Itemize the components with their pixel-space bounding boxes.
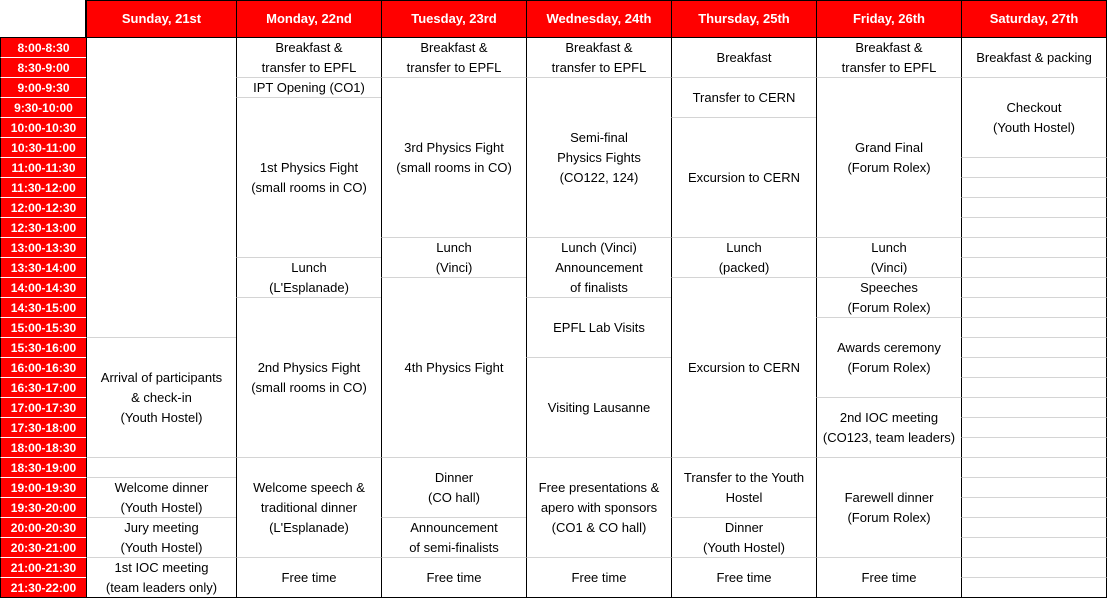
event-line: of semi-finalists: [409, 539, 499, 555]
table-corner: [0, 0, 86, 38]
empty-cell: [961, 418, 1107, 438]
day-header: Monday, 22nd: [236, 0, 382, 38]
event-cell: [86, 558, 237, 598]
event-text: [557, 128, 641, 188]
event-cell: [671, 278, 817, 458]
event-line: Welcome speech &: [253, 479, 365, 495]
event-line: Visiting Lausanne: [547, 399, 651, 415]
event-cell: [526, 78, 672, 238]
event-text: [842, 38, 937, 78]
event-line: IPT Opening (CO1): [253, 79, 365, 95]
event-cell: [236, 38, 382, 78]
time-slot: 16:00-16:30: [0, 358, 87, 378]
event-cell: [236, 298, 382, 458]
empty-cell: [961, 538, 1107, 558]
event-text: [253, 78, 365, 98]
event-text: [262, 38, 357, 78]
empty-cell: [961, 378, 1107, 398]
event-line: Lunch: [726, 239, 762, 255]
event-line: (Forum Rolex): [847, 299, 931, 315]
empty-cell: [961, 338, 1107, 358]
event-cell: [816, 238, 962, 278]
empty-cell: [961, 438, 1107, 458]
day-header: Thursday, 25th: [671, 0, 817, 38]
event-line: transfer to EPFL: [406, 59, 502, 75]
event-text: [269, 258, 349, 298]
event-cell: [526, 298, 672, 358]
event-line: Lunch (Vinci): [561, 239, 637, 255]
event-text: [823, 408, 955, 448]
event-cell: [526, 358, 672, 458]
event-line: Announcement: [410, 519, 498, 535]
time-slot: 14:30-15:00: [0, 298, 87, 318]
empty-cell: [961, 458, 1107, 478]
event-line: transfer to EPFL: [261, 59, 357, 75]
event-line: Free time: [426, 569, 482, 585]
event-cell: [671, 118, 817, 238]
event-line: Hostel: [725, 489, 763, 505]
event-cell: [816, 318, 962, 398]
event-line: Dinner: [724, 519, 764, 535]
event-cell: [381, 558, 527, 598]
event-line: 1st Physics Fight: [259, 159, 359, 175]
event-line: Lunch: [436, 239, 472, 255]
event-line: (CO123, team leaders): [822, 429, 956, 445]
event-line: traditional dinner: [260, 499, 358, 515]
event-line: EPFL Lab Visits: [553, 319, 645, 335]
event-text: [253, 478, 365, 538]
event-text: [684, 468, 804, 508]
event-cell: [816, 38, 962, 78]
event-text: [251, 358, 367, 398]
event-cell: [961, 78, 1107, 158]
event-line: (small rooms in CO): [251, 179, 367, 195]
event-text: [847, 138, 930, 178]
event-line: (Youth Hostel): [120, 409, 203, 425]
day-header: Tuesday, 23rd: [381, 0, 527, 38]
empty-cell: [961, 498, 1107, 518]
empty-cell: [961, 238, 1107, 258]
event-text: [871, 238, 908, 278]
time-slot: 17:30-18:00: [0, 418, 87, 438]
event-text: [539, 478, 660, 538]
event-text: [717, 48, 772, 68]
event-line: Arrival of participants: [100, 369, 223, 385]
event-text: [115, 478, 209, 518]
event-cell: [671, 38, 817, 78]
empty-cell: [961, 518, 1107, 538]
event-cell: [86, 518, 237, 558]
event-line: Breakfast: [716, 49, 772, 65]
time-slot: 8:00-8:30: [0, 38, 87, 58]
time-slot: 20:00-20:30: [0, 518, 87, 538]
event-text: [847, 278, 930, 318]
event-text: [976, 48, 1092, 68]
event-line: of finalists: [570, 279, 628, 295]
empty-cell: [961, 178, 1107, 198]
empty-cell: [961, 478, 1107, 498]
event-text: [548, 398, 650, 418]
day-header: Sunday, 21st: [86, 0, 237, 38]
event-line: Transfer to CERN: [692, 89, 796, 105]
event-line: Checkout: [1006, 99, 1062, 115]
time-slot: 16:30-17:00: [0, 378, 87, 398]
time-slot: 9:00-9:30: [0, 78, 87, 98]
event-line: 1st IOC meeting: [114, 559, 209, 575]
event-cell: [671, 458, 817, 518]
event-text: [409, 518, 499, 558]
event-line: Lunch: [871, 239, 907, 255]
event-line: Physics Fights: [557, 149, 641, 165]
time-slot: 8:30-9:00: [0, 58, 87, 78]
event-cell: [381, 458, 527, 518]
event-line: Awards ceremony: [837, 339, 941, 355]
event-line: Speeches: [860, 279, 918, 295]
day-header: Wednesday, 24th: [526, 0, 672, 38]
event-text: [688, 168, 800, 188]
event-text: [396, 138, 512, 178]
event-line: (Forum Rolex): [847, 159, 931, 175]
event-text: [106, 558, 217, 598]
event-cell: [236, 458, 382, 558]
event-cell: [236, 78, 382, 98]
event-line: & check-in: [131, 389, 192, 405]
event-line: Breakfast &: [565, 39, 633, 55]
time-slot: 18:00-18:30: [0, 438, 87, 458]
event-cell: [526, 38, 672, 78]
empty-cell: [961, 258, 1107, 278]
time-slot: 11:00-11:30: [0, 158, 87, 178]
empty-cell: [86, 38, 237, 338]
event-line: (L'Esplanade): [269, 519, 349, 535]
empty-cell: [961, 298, 1107, 318]
event-cell: [671, 558, 817, 598]
event-cell: [236, 258, 382, 298]
event-cell: [961, 38, 1107, 78]
event-cell: [816, 78, 962, 238]
event-cell: [816, 558, 962, 598]
time-slot: 21:00-21:30: [0, 558, 87, 578]
event-text: [703, 518, 785, 558]
event-line: (CO hall): [427, 489, 480, 505]
event-cell: [816, 278, 962, 318]
event-text: [572, 568, 627, 588]
event-cell: [526, 238, 672, 298]
event-text: [251, 158, 367, 198]
event-line: Farewell dinner: [844, 489, 934, 505]
event-text: [845, 488, 934, 528]
time-slot: 17:00-17:30: [0, 398, 87, 418]
event-text: [837, 338, 941, 378]
event-line: Excursion to CERN: [688, 169, 800, 185]
event-line: Grand Final: [855, 139, 923, 155]
event-text: [862, 568, 917, 588]
event-line: (team leaders only): [105, 579, 218, 595]
event-line: Free time: [716, 569, 772, 585]
event-line: (L'Esplanade): [269, 279, 349, 295]
event-line: Free presentations &: [538, 479, 660, 495]
event-line: (packed): [718, 259, 770, 275]
event-text: [405, 358, 504, 378]
event-cell: [236, 558, 382, 598]
event-line: (Youth Hostel): [120, 499, 203, 515]
time-slot: 20:30-21:00: [0, 538, 87, 558]
event-line: (Vinci): [435, 259, 473, 275]
event-line: 2nd Physics Fight: [257, 359, 361, 375]
event-cell: [86, 478, 237, 518]
time-slot: 19:00-19:30: [0, 478, 87, 498]
time-slot: 10:30-11:00: [0, 138, 87, 158]
event-text: [407, 38, 502, 78]
event-line: Jury meeting: [124, 519, 199, 535]
event-cell: [236, 98, 382, 258]
event-line: (Forum Rolex): [847, 509, 931, 525]
empty-cell: [961, 558, 1107, 578]
event-text: [552, 38, 647, 78]
event-line: (Youth Hostel): [703, 539, 785, 555]
event-cell: [381, 78, 527, 238]
time-slot: 13:00-13:30: [0, 238, 87, 258]
event-line: (CO122, 124): [559, 169, 639, 185]
time-slot: 19:30-20:00: [0, 498, 87, 518]
event-line: Semi-final: [570, 129, 628, 145]
time-slot: 21:30-22:00: [0, 578, 87, 598]
empty-cell: [86, 458, 237, 478]
event-text: [719, 238, 770, 278]
empty-cell: [961, 218, 1107, 238]
event-line: Announcement: [555, 259, 643, 275]
event-text: [555, 238, 642, 298]
event-line: apero with sponsors: [540, 499, 658, 515]
empty-cell: [961, 158, 1107, 178]
time-slot: 15:00-15:30: [0, 318, 87, 338]
event-cell: [381, 238, 527, 278]
time-slot: 14:00-14:30: [0, 278, 87, 298]
time-slot: 15:30-16:00: [0, 338, 87, 358]
event-line: transfer to EPFL: [551, 59, 647, 75]
event-cell: [671, 78, 817, 118]
event-line: 4th Physics Fight: [404, 359, 504, 375]
event-line: (Youth Hostel): [993, 119, 1075, 135]
time-slot: 12:00-12:30: [0, 198, 87, 218]
event-text: [993, 98, 1075, 138]
event-text: [436, 238, 473, 278]
event-line: transfer to EPFL: [841, 59, 937, 75]
day-header: Saturday, 27th: [961, 0, 1107, 38]
event-line: (Forum Rolex): [847, 359, 931, 375]
time-slot: 10:00-10:30: [0, 118, 87, 138]
event-line: Excursion to CERN: [688, 359, 800, 375]
event-line: Breakfast &: [420, 39, 488, 55]
event-line: (small rooms in CO): [251, 379, 367, 395]
empty-cell: [961, 398, 1107, 418]
event-text: [553, 318, 645, 338]
event-line: 3rd Physics Fight: [404, 139, 504, 155]
time-slot: 12:30-13:00: [0, 218, 87, 238]
event-text: [428, 468, 480, 508]
time-slot: 9:30-10:00: [0, 98, 87, 118]
time-slot: 18:30-19:00: [0, 458, 87, 478]
event-line: Lunch: [291, 259, 327, 275]
event-cell: [86, 338, 237, 458]
event-line: (Vinci): [870, 259, 908, 275]
event-cell: [526, 458, 672, 558]
event-line: Transfer to the Youth: [683, 469, 805, 485]
event-line: (Youth Hostel): [120, 539, 203, 555]
event-cell: [671, 518, 817, 558]
event-text: [693, 88, 796, 108]
time-slot: 11:30-12:00: [0, 178, 87, 198]
event-cell: [816, 398, 962, 458]
event-line: Breakfast &: [275, 39, 343, 55]
event-text: [427, 568, 482, 588]
event-text: [717, 568, 772, 588]
empty-cell: [961, 578, 1107, 598]
event-line: (small rooms in CO): [396, 159, 512, 175]
empty-cell: [961, 278, 1107, 298]
event-line: Free time: [861, 569, 917, 585]
empty-cell: [961, 358, 1107, 378]
event-line: Breakfast & packing: [976, 49, 1092, 65]
event-text: [282, 568, 337, 588]
event-text: [121, 518, 203, 558]
event-cell: [381, 518, 527, 558]
event-line: 2nd IOC meeting: [839, 409, 939, 425]
event-cell: [816, 458, 962, 558]
day-header: Friday, 26th: [816, 0, 962, 38]
empty-cell: [961, 198, 1107, 218]
event-cell: [526, 558, 672, 598]
event-cell: [381, 278, 527, 458]
event-line: (CO1 & CO hall): [551, 519, 647, 535]
event-line: Dinner: [434, 469, 474, 485]
event-line: Free time: [281, 569, 337, 585]
event-text: [688, 358, 800, 378]
time-slot: 13:30-14:00: [0, 258, 87, 278]
empty-cell: [961, 318, 1107, 338]
event-text: [101, 368, 222, 428]
event-cell: [671, 238, 817, 278]
event-line: Breakfast &: [855, 39, 923, 55]
event-cell: [381, 38, 527, 78]
event-line: Welcome dinner: [114, 479, 209, 495]
event-line: Free time: [571, 569, 627, 585]
